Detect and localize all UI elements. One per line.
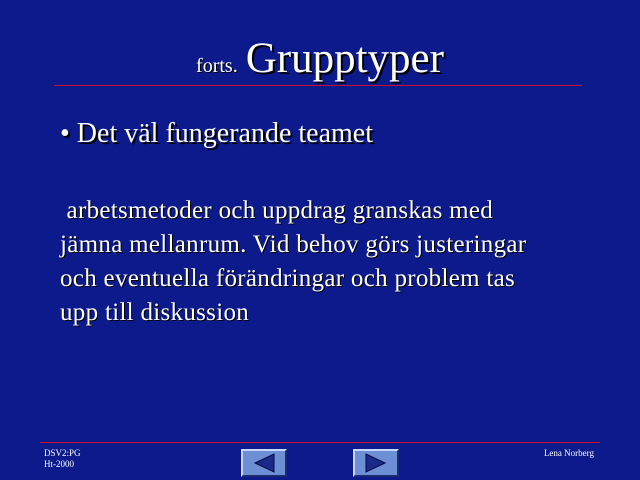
body-paragraph (60, 194, 600, 330)
slide-title (0, 34, 640, 83)
body-line: upp till diskussion (60, 299, 250, 326)
title-divider (54, 85, 582, 86)
body-line: arbetsmetoder och uppdrag granskas med (60, 197, 494, 224)
body-line: jämna mellanrum. Vid behov görs justeringar (60, 231, 527, 258)
title-main: Grupptyper (245, 35, 444, 82)
footer-course-info (44, 448, 81, 470)
triangle-left-icon (243, 451, 285, 475)
previous-slide-button[interactable] (241, 449, 287, 477)
footer-author: Lena Norberg (543, 448, 594, 458)
body-line: och eventuella förändringar och problem tas (60, 265, 516, 292)
next-slide-button[interactable] (353, 449, 399, 477)
footer-divider (40, 442, 600, 443)
title-prefix: forts. (196, 55, 238, 77)
footer-course: DSV2:PG (44, 448, 81, 458)
triangle-right-icon (355, 451, 397, 475)
footer-term: Ht-2000 (44, 459, 74, 469)
bullet-heading: • Det väl fungerande teamet (60, 118, 373, 149)
